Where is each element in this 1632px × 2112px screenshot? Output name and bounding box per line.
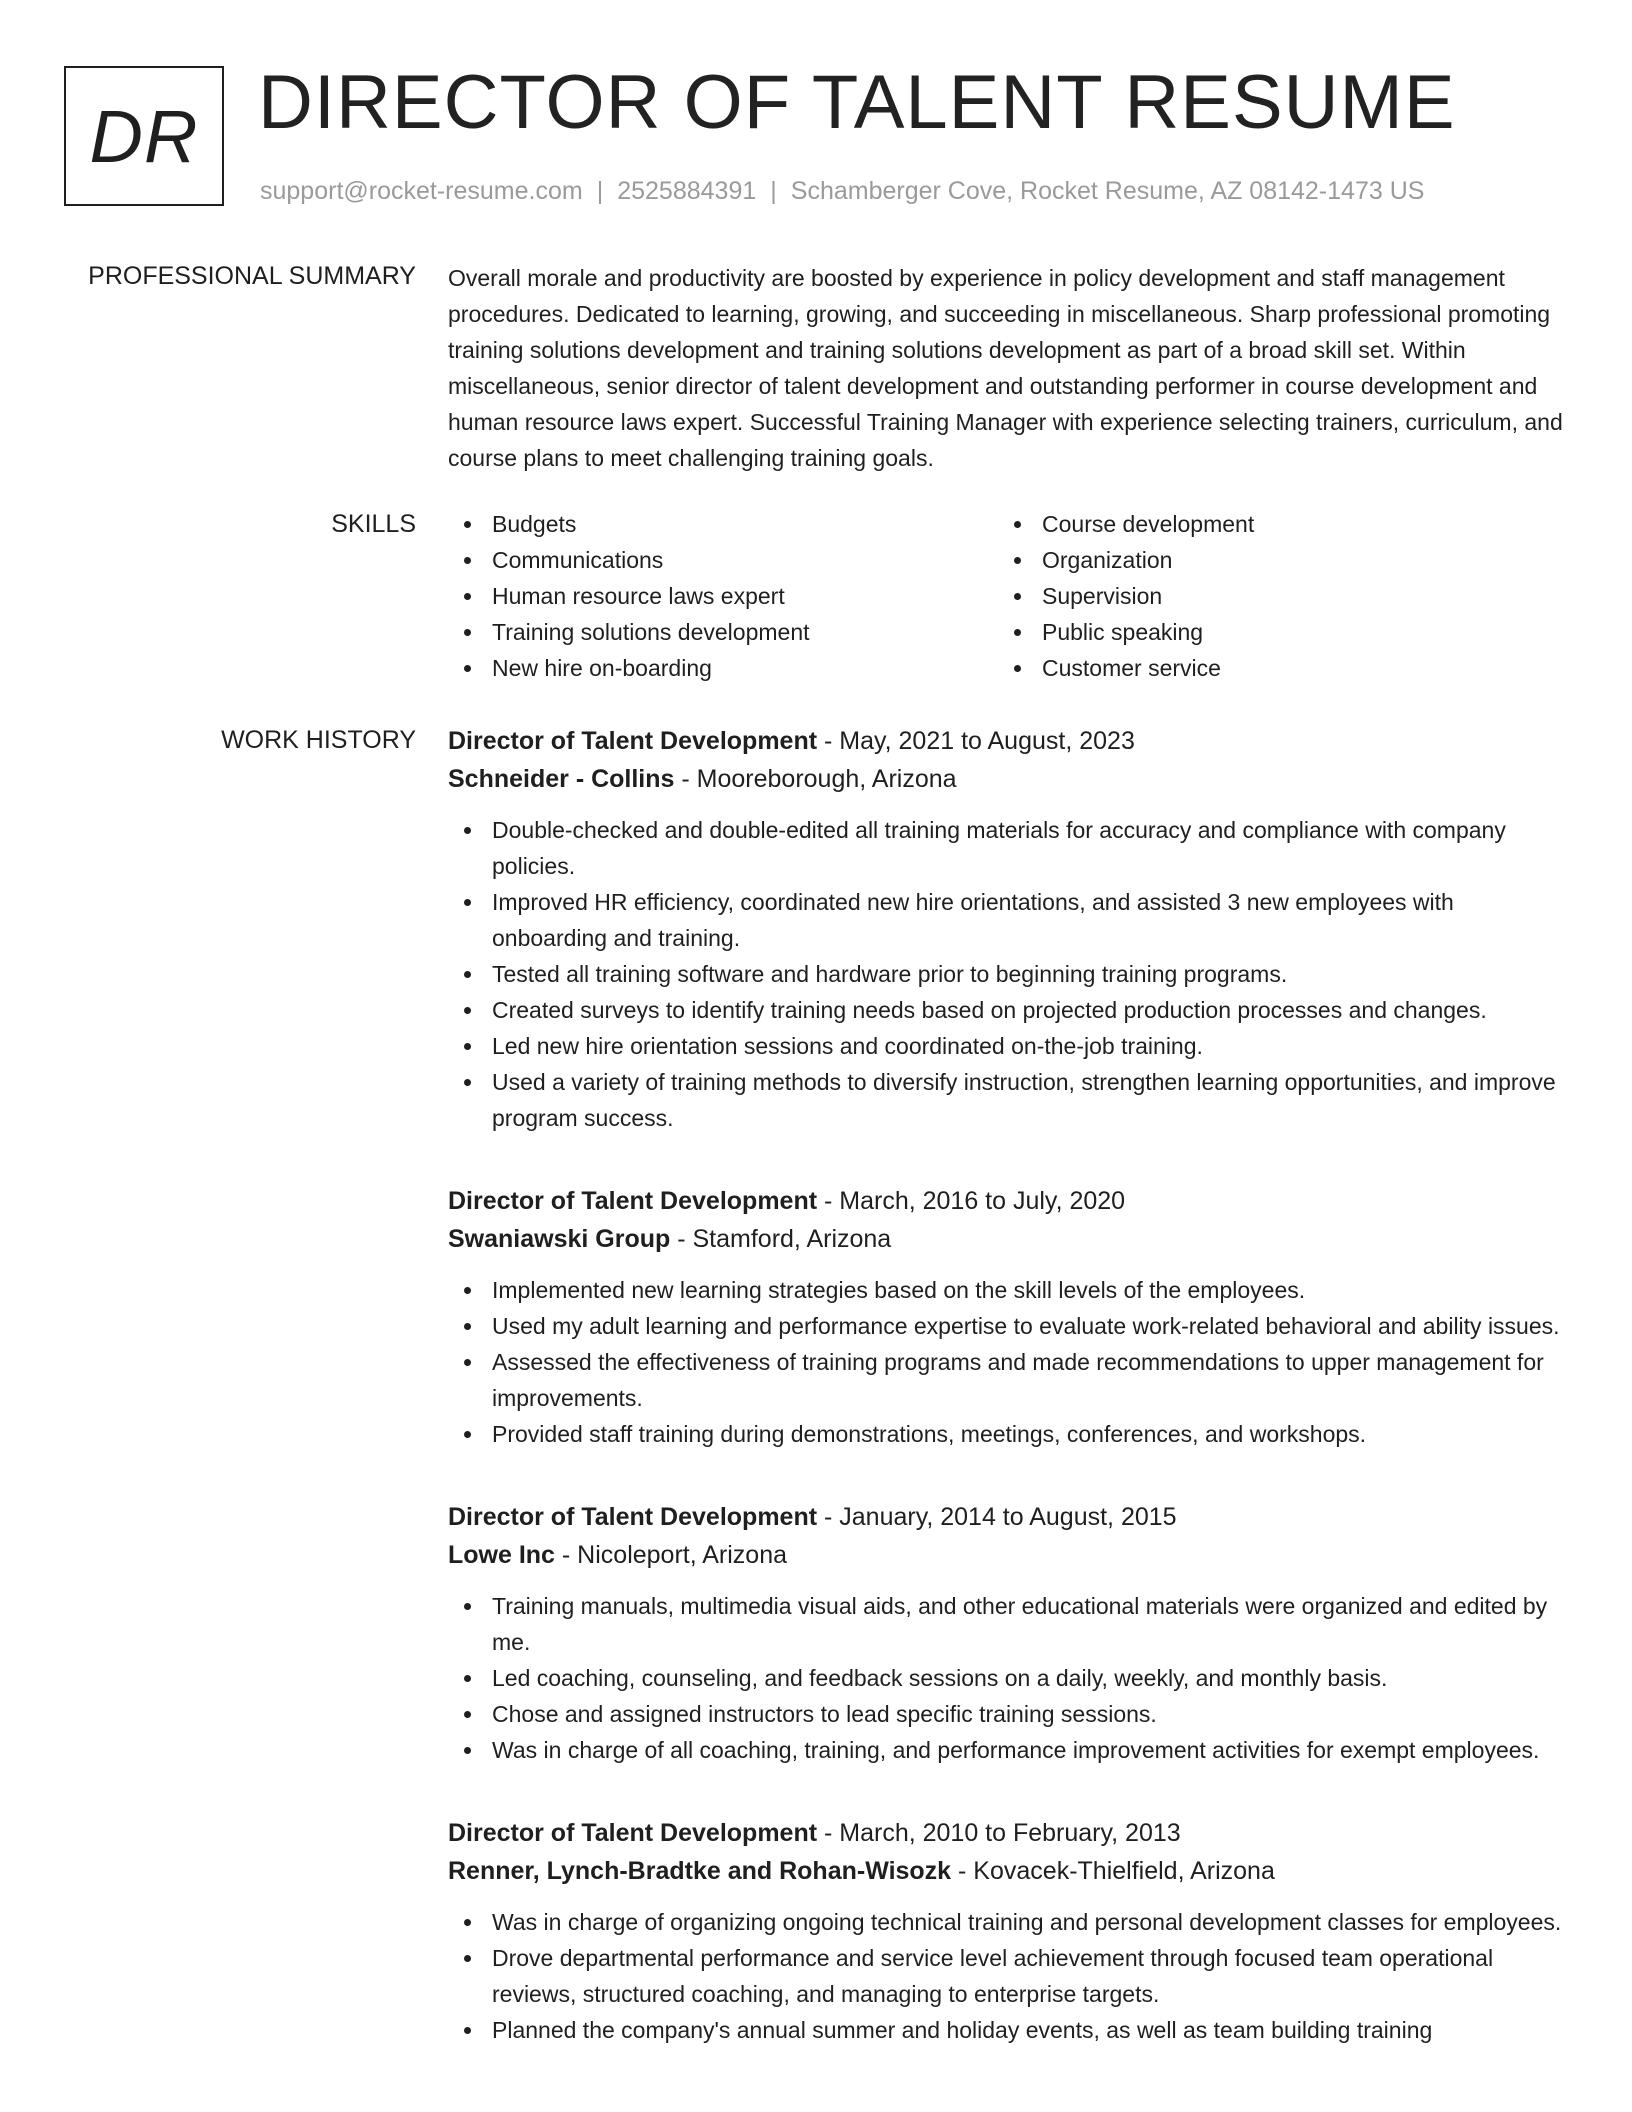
job-title: Director of Talent Development: [448, 727, 818, 755]
job-location: - Mooreborough, Arizona: [674, 765, 957, 793]
skill-item: Public speaking: [998, 614, 1548, 650]
job-location: - Nicoleport, Arizona: [554, 1541, 788, 1569]
job-bullet: Planned the company's annual summer and holiday events, as well as team building training: [448, 2012, 1572, 2048]
job-bullet: Training manuals, multimedia visual aids, and other educational materials were organized and edited by me.: [448, 1588, 1572, 1660]
summary-label: PROFESSIONAL SUMMARY: [88, 262, 416, 290]
job-title: Director of Talent Development: [448, 1503, 818, 1531]
job-company: Renner, Lynch-Bradtke and Rohan-Wisozk: [448, 1857, 952, 1885]
skills-column-left: [448, 506, 998, 686]
job-company: Swaniawski Group: [448, 1225, 671, 1253]
job-dates: - May, 2021 to August, 2023: [817, 727, 1135, 755]
skill-item: Training solutions development: [448, 614, 998, 650]
job-title-line: [448, 1814, 1572, 1852]
contact-line: [260, 174, 1424, 208]
job-bullet: Tested all training software and hardware prior to beginning training programs.: [448, 956, 1572, 992]
contact-separator: |: [770, 177, 777, 205]
skills-body: [448, 506, 1572, 686]
job-company-line: [448, 1220, 1572, 1258]
job-company-line: [448, 760, 1572, 798]
job-title: Director of Talent Development: [448, 1819, 818, 1847]
job-bullet: Assessed the effectiveness of training programs and made recommendations to upper management for improvements.: [448, 1344, 1572, 1416]
job-bullet: Was in charge of all coaching, training, and performance improvement activities for exempt employees.: [448, 1732, 1572, 1768]
job-bullet: Provided staff training during demonstrations, meetings, conferences, and workshops.: [448, 1416, 1572, 1452]
job-dates: - March, 2016 to July, 2020: [817, 1187, 1126, 1215]
job-bullets: [448, 812, 1572, 1136]
work-body: [448, 722, 1572, 2048]
summary-body: [448, 260, 1572, 476]
initials-text: DR: [89, 94, 199, 178]
job-dates: - March, 2010 to February, 2013: [817, 1819, 1181, 1847]
skills-column-right: [998, 506, 1548, 686]
skill-item: Human resource laws expert: [448, 578, 998, 614]
job-bullet: Implemented new learning strategies based on the skill levels of the employees.: [448, 1272, 1572, 1308]
job-company: Schneider - Collins: [448, 765, 675, 793]
job-company-line: [448, 1852, 1572, 1890]
job-title-line: [448, 1498, 1572, 1536]
initials-monogram: [64, 66, 224, 206]
skills-grid: [448, 506, 1572, 686]
job-entry: [448, 722, 1572, 1136]
summary-text: Overall morale and productivity are boosted by experience in policy development and staff management procedures. Dedicated to learning, growing, and succeeding in miscellaneous. Sharp professional promoting training solutions development and training solutions development as part of a broad skill set. Within miscellaneous, senior director of talent development and outstanding performer in course development and human resource laws expert. Successful Training Manager with experience selecting trainers, curriculum, and course plans to meet challenging training goals.: [448, 265, 1563, 471]
job-bullets: [448, 1904, 1572, 2048]
skill-item: Budgets: [448, 506, 998, 542]
job-bullet: Chose and assigned instructors to lead specific training sessions.: [448, 1696, 1572, 1732]
contact-address: Schamberger Cove, Rocket Resume, AZ 08142-1473 US: [790, 177, 1425, 205]
page-title: DIRECTOR OF TALENT RESUME: [258, 60, 1456, 145]
job-dates: - January, 2014 to August, 2015: [817, 1503, 1177, 1531]
job-bullet: Used a variety of training methods to diversify instruction, strengthen learning opportunities, and improve program success.: [448, 1064, 1572, 1136]
job-location: - Kovacek-Thielfield, Arizona: [951, 1857, 1275, 1885]
job-bullets: [448, 1588, 1572, 1768]
work-label: WORK HISTORY: [221, 726, 416, 754]
skill-item: Supervision: [998, 578, 1548, 614]
job-bullet: Created surveys to identify training needs based on projected production processes and changes.: [448, 992, 1572, 1028]
contact-separator: |: [596, 177, 604, 205]
job-bullet: Was in charge of organizing ongoing technical training and personal development classes for employees.: [448, 1904, 1572, 1940]
job-bullets: [448, 1272, 1572, 1452]
job-bullet: Used my adult learning and performance expertise to evaluate work-related behavioral and ability issues.: [448, 1308, 1572, 1344]
job-bullet: Drove departmental performance and service level achievement through focused team operational reviews, structured coaching, and managing to enterprise targets.: [448, 1940, 1572, 2012]
contact-email: support@rocket-resume.com: [260, 177, 583, 205]
skill-item: Customer service: [998, 650, 1548, 686]
job-title: Director of Talent Development: [448, 1187, 818, 1215]
job-company-line: [448, 1536, 1572, 1574]
skill-item: Communications: [448, 542, 998, 578]
job-bullet: Led coaching, counseling, and feedback sessions on a daily, weekly, and monthly basis.: [448, 1660, 1572, 1696]
job-entry: [448, 1498, 1572, 1768]
job-location: - Stamford, Arizona: [670, 1225, 892, 1253]
job-company: Lowe Inc: [448, 1541, 555, 1569]
job-title-line: [448, 722, 1572, 760]
job-entry: [448, 1182, 1572, 1452]
contact-phone: 2525884391: [617, 177, 757, 205]
job-title-line: [448, 1182, 1572, 1220]
skill-item: Course development: [998, 506, 1548, 542]
skills-label: SKILLS: [331, 510, 416, 538]
job-bullet: Double-checked and double-edited all training materials for accuracy and compliance with company policies.: [448, 812, 1572, 884]
skill-item: Organization: [998, 542, 1548, 578]
job-bullet: Led new hire orientation sessions and coordinated on-the-job training.: [448, 1028, 1572, 1064]
job-entry: [448, 1814, 1572, 2048]
skill-item: New hire on-boarding: [448, 650, 998, 686]
job-bullet: Improved HR efficiency, coordinated new hire orientations, and assisted 3 new employees with onboarding and training.: [448, 884, 1572, 956]
